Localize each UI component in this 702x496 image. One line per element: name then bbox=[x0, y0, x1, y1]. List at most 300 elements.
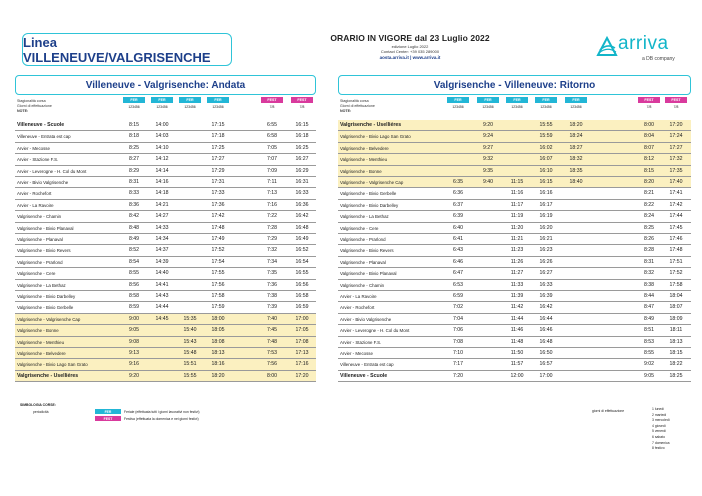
ritorno-title: Valgrisenche - Villeneuve: Ritorno bbox=[338, 75, 691, 95]
ritorno-time-cell: 7:02 bbox=[452, 304, 464, 311]
ritorno-stop-name: Valgrisenche - Prarlond bbox=[340, 237, 386, 242]
andata-time-cell: 17:08 bbox=[295, 338, 309, 345]
ritorno-notes-label: NOTE: bbox=[340, 109, 352, 113]
andata-time-cell: 14:00 bbox=[155, 122, 169, 128]
andata-time-cell: 8:42 bbox=[128, 213, 140, 220]
andata-time-cell: 17:27 bbox=[211, 156, 225, 163]
ritorno-time-cell: 16:19 bbox=[539, 213, 553, 220]
andata-time-cell: 16:58 bbox=[295, 293, 309, 299]
andata-time-cell: 16:59 bbox=[295, 304, 309, 311]
andata-time-cell: 9:00 bbox=[128, 315, 140, 322]
legend-day-item: 4 giovedì bbox=[652, 423, 666, 428]
ritorno-col-days-6: 7/8 bbox=[646, 104, 652, 109]
ritorno-time-cell: 11:33 bbox=[510, 281, 524, 288]
andata-time-cell: 8:27 bbox=[128, 156, 140, 163]
andata-time-cell: 17:29 bbox=[211, 167, 225, 174]
legend-days-list bbox=[652, 407, 670, 452]
andata-time-cell: 6:58 bbox=[266, 133, 278, 140]
andata-col-type-4: FER bbox=[207, 97, 229, 103]
andata-time-cell: 9:08 bbox=[128, 338, 140, 345]
legend-title: SIMBOLOGIA CORSE: bbox=[20, 403, 56, 407]
ritorno-stop-name: Arvier - Bivio Valgrisenche bbox=[340, 316, 392, 322]
ritorno-stop-name: Arvier - Mecosse bbox=[340, 351, 373, 356]
andata-time-cell: 7:29 bbox=[266, 236, 278, 242]
ritorno-time-cell: 11:57 bbox=[510, 361, 524, 368]
andata-row bbox=[15, 359, 316, 370]
andata-stop-name: Valgrisenche - Prarlond bbox=[17, 259, 63, 265]
andata-time-cell: 8:33 bbox=[128, 190, 140, 197]
ritorno-time-cell: 11:15 bbox=[510, 179, 524, 185]
ritorno-time-cell: 17:00 bbox=[539, 372, 553, 379]
andata-time-cell: 7:07 bbox=[266, 156, 278, 163]
legend-fer-badge: FER bbox=[95, 409, 121, 414]
ritorno-row bbox=[338, 302, 691, 313]
andata-time-cell: 17:18 bbox=[211, 133, 225, 140]
ritorno-time-cell: 8:04 bbox=[643, 133, 655, 140]
andata-time-cell: 17:15 bbox=[211, 122, 225, 128]
andata-stop-name: Valgrisenche - Bivio Darbelley bbox=[17, 294, 76, 299]
legend-periodicity: periodicità bbox=[33, 410, 49, 414]
andata-time-cell: 14:45 bbox=[155, 315, 169, 322]
ritorno-time-cell: 8:55 bbox=[643, 350, 655, 356]
ritorno-time-cell: 8:12 bbox=[643, 156, 655, 163]
ritorno-stop-name: Valgrisenche - Bivio Planaval bbox=[340, 271, 397, 277]
ritorno-time-cell: 17:44 bbox=[669, 213, 683, 220]
andata-stop-name: Arvier - Mecosse bbox=[17, 145, 50, 151]
andata-time-cell: 17:42 bbox=[211, 213, 225, 220]
legend-fer-text: Feriale (effettuata tutti i giorni lavorativi non festivi) bbox=[124, 410, 200, 414]
andata-time-cell: 18:13 bbox=[211, 350, 225, 356]
ritorno-time-cell: 17:42 bbox=[669, 201, 683, 208]
ritorno-time-cell: 6:43 bbox=[452, 247, 464, 254]
ritorno-time-cell: 9:40 bbox=[482, 179, 494, 185]
ritorno-time-cell: 8:25 bbox=[643, 224, 655, 231]
andata-time-cell: 8:18 bbox=[128, 133, 140, 140]
andata-row bbox=[15, 154, 316, 165]
andata-time-cell: 17:56 bbox=[211, 281, 225, 288]
andata-row bbox=[15, 120, 316, 131]
andata-time-cell: 7:28 bbox=[266, 224, 278, 231]
ritorno-stop-name: Valgrisenche - Bivio Lago San Grato bbox=[340, 134, 411, 140]
andata-stop-name: Valgrisenche - Chamin bbox=[17, 214, 62, 220]
ritorno-time-cell: 9:32 bbox=[482, 156, 494, 163]
andata-stop-name: Valgrisenche - Bonne bbox=[17, 328, 59, 334]
ritorno-time-cell: 8:44 bbox=[643, 293, 655, 299]
ritorno-time-cell: 16:10 bbox=[539, 167, 553, 174]
andata-time-cell: 8:56 bbox=[128, 281, 140, 288]
andata-time-cell: 18:05 bbox=[211, 327, 225, 334]
andata-row bbox=[15, 245, 316, 256]
andata-time-cell: 16:33 bbox=[295, 190, 309, 197]
ritorno-row bbox=[338, 177, 691, 188]
ritorno-stop-name: Arvier - La Ravoire bbox=[340, 294, 377, 299]
ritorno-row bbox=[338, 166, 691, 177]
andata-time-cell: 16:54 bbox=[295, 258, 309, 265]
ritorno-time-cell: 18:09 bbox=[669, 315, 683, 322]
andata-time-cell: 18:00 bbox=[211, 315, 225, 322]
arriva-logo bbox=[594, 35, 689, 65]
ritorno-time-cell: 11:27 bbox=[510, 270, 524, 277]
andata-time-cell: 8:36 bbox=[128, 201, 140, 208]
legend-day-item: 1 lunedì bbox=[652, 407, 665, 411]
contact-center: Contact Center: +39 035 289000 bbox=[380, 49, 440, 54]
andata-time-cell: 14:12 bbox=[155, 156, 169, 163]
ritorno-time-cell: 12:00 bbox=[510, 372, 524, 379]
ritorno-time-cell: 18:04 bbox=[669, 293, 683, 299]
andata-stop-name: Valgrisenche - Bivio Gerbelle bbox=[17, 305, 74, 311]
andata-row bbox=[15, 143, 316, 154]
andata-time-cell: 17:20 bbox=[295, 372, 309, 379]
andata-time-cell: 16:55 bbox=[295, 270, 309, 277]
andata-row bbox=[15, 177, 316, 188]
ritorno-time-cell: 9:24 bbox=[482, 133, 494, 140]
ritorno-time-cell: 8:22 bbox=[643, 201, 655, 208]
ritorno-stop-name: Villeneuve - Scuole bbox=[340, 372, 388, 379]
andata-row bbox=[15, 325, 316, 336]
andata-row bbox=[15, 131, 316, 142]
ritorno-stop-name: Valgrisenche - La Bethaz bbox=[340, 214, 389, 220]
ritorno-time-cell: 16:50 bbox=[539, 350, 553, 356]
andata-time-cell: 8:25 bbox=[128, 144, 140, 151]
andata-col-days-1: 123456 bbox=[128, 104, 140, 109]
ritorno-col-days-7: 7/8 bbox=[673, 104, 679, 109]
ritorno-time-cell: 9:27 bbox=[482, 144, 494, 151]
ritorno-time-cell: 11:16 bbox=[510, 190, 524, 197]
ritorno-col-days-2: 123456 bbox=[482, 104, 494, 109]
ritorno-panel bbox=[338, 75, 691, 379]
ritorno-row bbox=[338, 154, 691, 165]
website-links[interactable]: aosta.arriva.it | www.arriva.it bbox=[379, 55, 441, 60]
ritorno-time-cell: 8:53 bbox=[643, 338, 655, 345]
ritorno-time-cell: 8:38 bbox=[643, 281, 655, 288]
andata-time-cell: 16:15 bbox=[295, 122, 309, 128]
andata-time-cell: 9:05 bbox=[128, 327, 140, 334]
andata-stop-name: Valgrisenche - Menthieu bbox=[17, 339, 65, 345]
ritorno-stop-name: Valgrisenche - Chamin bbox=[340, 282, 385, 288]
ritorno-time-cell: 6:59 bbox=[452, 293, 464, 299]
ritorno-time-cell: 6:39 bbox=[452, 213, 464, 220]
andata-row bbox=[15, 268, 316, 279]
andata-time-cell: 16:49 bbox=[295, 236, 309, 242]
ritorno-days-label: Giorni di effettuazione bbox=[340, 104, 375, 108]
andata-stop-name: Valgrisenche - Cere bbox=[17, 271, 56, 277]
andata-time-cell: 9:13 bbox=[128, 350, 140, 356]
andata-stop-name: Valgrisenche - Bivio Lago San Grato bbox=[17, 362, 88, 368]
ritorno-time-cell: 7:06 bbox=[452, 327, 464, 334]
ritorno-stop-name: Valgrisenche - Planaval bbox=[340, 259, 386, 265]
legend-day-item: 3 mercoledì bbox=[652, 418, 670, 423]
andata-time-cell: 7:39 bbox=[266, 304, 278, 311]
ritorno-time-cell: 8:21 bbox=[643, 190, 655, 197]
andata-time-cell: 7:53 bbox=[266, 350, 278, 356]
ritorno-stop-name: Valgrisenche - Bivio Revers bbox=[340, 248, 394, 254]
ritorno-time-cell: 16:21 bbox=[539, 236, 553, 242]
andata-time-cell: 15:43 bbox=[183, 338, 197, 345]
andata-col-days-2: 123456 bbox=[156, 104, 168, 109]
andata-time-cell: 17:58 bbox=[211, 293, 225, 299]
andata-row bbox=[15, 280, 316, 291]
ritorno-stop-name: Arvier - Leverogne - H. Col du Mont bbox=[340, 328, 410, 334]
ritorno-stop-name: Valgrisenche - Belvedere bbox=[340, 145, 389, 151]
andata-row bbox=[15, 234, 316, 245]
ritorno-row bbox=[338, 234, 691, 245]
ritorno-time-cell: 8:20 bbox=[643, 179, 655, 185]
ritorno-time-cell: 17:32 bbox=[669, 156, 683, 163]
ritorno-time-cell: 9:02 bbox=[643, 361, 655, 368]
andata-col-type-1: FER bbox=[123, 97, 145, 103]
edition-text: edizione Luglio 2022 bbox=[391, 44, 429, 49]
andata-time-cell: 17:55 bbox=[211, 270, 225, 277]
andata-time-cell: 17:36 bbox=[211, 201, 225, 208]
andata-stop-name: Villeneuve - Scuole bbox=[17, 122, 65, 128]
andata-time-cell: 14:34 bbox=[155, 236, 169, 242]
ritorno-time-cell: 16:07 bbox=[539, 156, 553, 163]
andata-time-cell: 15:48 bbox=[183, 350, 197, 356]
ritorno-col-type-2: FER bbox=[477, 97, 499, 103]
ritorno-time-cell: 11:50 bbox=[510, 350, 524, 356]
ritorno-time-cell: 8:00 bbox=[643, 122, 655, 128]
ritorno-time-cell: 11:21 bbox=[510, 236, 524, 242]
andata-col-days-5: 7/8 bbox=[269, 104, 275, 109]
ritorno-time-cell: 16:44 bbox=[539, 315, 553, 322]
ritorno-time-cell: 17:52 bbox=[669, 270, 683, 277]
andata-time-cell: 14:18 bbox=[155, 190, 169, 197]
ritorno-time-cell: 18:07 bbox=[669, 304, 683, 311]
andata-row bbox=[15, 348, 316, 359]
ritorno-time-cell: 6:53 bbox=[452, 281, 464, 288]
ritorno-time-cell: 8:15 bbox=[643, 167, 655, 174]
legend-fest-badge: FEST bbox=[95, 416, 121, 421]
ritorno-row bbox=[338, 371, 691, 382]
ritorno-time-cell: 7:17 bbox=[452, 361, 464, 368]
andata-stop-name: Arvier - Stazione F.S. bbox=[17, 157, 59, 163]
andata-row bbox=[15, 166, 316, 177]
ritorno-time-cell: 9:20 bbox=[482, 122, 494, 128]
andata-col-days-3: 123456 bbox=[184, 104, 196, 109]
ritorno-stop-name: Arvier - Stazione F.S. bbox=[340, 339, 382, 345]
andata-time-cell: 15:40 bbox=[183, 327, 197, 334]
ritorno-time-cell: 18:20 bbox=[569, 122, 583, 128]
andata-time-cell: 8:31 bbox=[128, 179, 140, 185]
ritorno-time-cell: 17:45 bbox=[669, 224, 683, 231]
ritorno-col-type-3: FER bbox=[506, 97, 528, 103]
ritorno-row bbox=[338, 200, 691, 211]
ritorno-time-cell: 17:24 bbox=[669, 133, 683, 140]
ritorno-time-cell: 16:15 bbox=[539, 179, 553, 185]
ritorno-time-cell: 18:32 bbox=[569, 156, 583, 163]
andata-col-days-4: 123456 bbox=[212, 104, 224, 109]
andata-time-cell: 9:20 bbox=[128, 372, 140, 379]
andata-time-cell: 9:16 bbox=[128, 361, 140, 368]
ritorno-time-cell: 17:35 bbox=[669, 167, 683, 174]
ritorno-time-cell: 15:59 bbox=[539, 133, 553, 140]
andata-row bbox=[15, 257, 316, 268]
ritorno-time-cell: 16:48 bbox=[539, 338, 553, 345]
andata-season-label: Stagionalità corsa bbox=[17, 99, 46, 103]
andata-time-cell: 6:55 bbox=[266, 122, 278, 128]
ritorno-time-cell: 11:46 bbox=[510, 327, 524, 334]
andata-stop-name: Villeneuve - Entrata est cap bbox=[17, 134, 71, 140]
ritorno-time-cell: 17:40 bbox=[669, 179, 683, 185]
andata-time-cell: 7:34 bbox=[266, 258, 278, 265]
andata-time-cell: 17:05 bbox=[295, 327, 309, 334]
ritorno-stop-name: Valgrisenche - Menthieu bbox=[340, 157, 388, 163]
andata-time-cell: 7:05 bbox=[266, 144, 278, 151]
ritorno-row bbox=[338, 325, 691, 336]
ritorno-time-cell: 18:25 bbox=[669, 372, 683, 379]
andata-row bbox=[15, 337, 316, 348]
andata-time-cell: 7:13 bbox=[266, 190, 278, 197]
andata-row bbox=[15, 211, 316, 222]
andata-time-cell: 7:45 bbox=[266, 327, 278, 334]
ritorno-time-cell: 11:48 bbox=[510, 338, 524, 345]
ritorno-time-cell: 16:16 bbox=[539, 190, 553, 197]
andata-panel bbox=[15, 75, 316, 379]
andata-time-cell: 16:31 bbox=[295, 179, 309, 185]
ritorno-col-type-7: FEST bbox=[665, 97, 687, 103]
ritorno-time-cell: 7:08 bbox=[452, 338, 464, 345]
ritorno-time-cell: 9:05 bbox=[643, 372, 655, 379]
andata-col-type-3: FER bbox=[179, 97, 201, 103]
line-title: Linea VILLENEUVE/VALGRISENCHE bbox=[22, 33, 232, 66]
andata-time-cell: 16:25 bbox=[295, 144, 309, 151]
ritorno-row bbox=[338, 223, 691, 234]
ritorno-time-cell: 8:24 bbox=[643, 213, 655, 220]
andata-time-cell: 7:56 bbox=[266, 361, 278, 368]
ritorno-time-cell: 11:19 bbox=[510, 213, 524, 220]
andata-title: Villeneuve - Valgrisenche: Andata bbox=[15, 75, 316, 95]
andata-time-cell: 14:27 bbox=[155, 213, 169, 220]
ritorno-row bbox=[338, 131, 691, 142]
andata-time-cell: 7:11 bbox=[267, 179, 277, 185]
andata-days-label: Giorni di effettuazione bbox=[17, 104, 52, 108]
andata-time-cell: 16:42 bbox=[295, 213, 309, 220]
legend-fest-text: Festiva (effettuata la domenica e nei giorni festivi) bbox=[124, 417, 199, 421]
ritorno-time-cell: 6:47 bbox=[452, 270, 464, 277]
ritorno-time-cell: 9:35 bbox=[482, 167, 494, 174]
andata-stop-name: Valgrisenche - Uselliéres bbox=[17, 372, 79, 379]
legend-day-item: 2 martedì bbox=[652, 412, 667, 417]
ritorno-time-cell: 17:27 bbox=[669, 144, 683, 151]
ritorno-time-cell: 17:41 bbox=[669, 190, 683, 197]
andata-row bbox=[15, 200, 316, 211]
andata-time-cell: 16:56 bbox=[295, 281, 309, 288]
ritorno-row bbox=[338, 359, 691, 370]
ritorno-time-cell: 18:22 bbox=[669, 361, 683, 368]
andata-row bbox=[15, 314, 316, 325]
ritorno-time-cell: 6:35 bbox=[452, 179, 464, 185]
andata-time-cell: 15:51 bbox=[183, 361, 197, 368]
ritorno-time-cell: 11:20 bbox=[510, 224, 524, 231]
andata-time-cell: 17:49 bbox=[211, 236, 225, 242]
ritorno-col-type-6: FEST bbox=[638, 97, 660, 103]
andata-time-cell: 8:49 bbox=[128, 236, 140, 242]
ritorno-time-cell: 18:11 bbox=[669, 327, 683, 334]
ritorno-time-cell: 8:32 bbox=[643, 270, 655, 277]
andata-stop-name: Valgrisenche - Belvedere bbox=[17, 351, 66, 356]
ritorno-time-cell: 8:51 bbox=[643, 327, 655, 334]
andata-time-cell: 14:10 bbox=[155, 144, 169, 151]
ritorno-time-cell: 8:26 bbox=[643, 236, 655, 242]
andata-time-cell: 7:09 bbox=[266, 167, 278, 174]
ritorno-time-cell: 16:26 bbox=[539, 258, 553, 265]
ritorno-col-type-1: FER bbox=[447, 97, 469, 103]
ritorno-row bbox=[338, 188, 691, 199]
ritorno-time-cell: 16:17 bbox=[539, 201, 553, 208]
andata-time-cell: 14:16 bbox=[155, 179, 169, 185]
andata-time-cell: 7:35 bbox=[266, 270, 278, 277]
andata-time-cell: 8:55 bbox=[128, 270, 140, 277]
ritorno-stop-name: Villeneuve - Entrata est cap bbox=[340, 362, 394, 368]
andata-stop-name: Valgrisenche - Bivio Revers bbox=[17, 248, 71, 254]
ritorno-stop-name: Valgrisenche - Bonne bbox=[340, 168, 382, 174]
andata-time-cell: 7:16 bbox=[266, 201, 278, 208]
andata-time-cell: 7:32 bbox=[266, 247, 278, 254]
andata-time-cell: 17:13 bbox=[295, 350, 309, 356]
andata-time-cell: 14:03 bbox=[155, 133, 169, 140]
ritorno-row bbox=[338, 211, 691, 222]
andata-stop-name: Arvier - La Ravoire bbox=[17, 202, 54, 208]
andata-time-cell: 8:58 bbox=[128, 293, 140, 299]
ritorno-time-cell: 16:20 bbox=[539, 224, 553, 231]
andata-time-cell: 14:33 bbox=[155, 224, 169, 231]
andata-time-cell: 8:54 bbox=[128, 258, 140, 265]
ritorno-stop-name: Valgrisenche - Valgrisenche Cap bbox=[340, 180, 404, 185]
ritorno-time-cell: 8:28 bbox=[643, 247, 655, 254]
legend-day-item: 8 festivo bbox=[652, 446, 665, 451]
ritorno-time-cell: 17:48 bbox=[669, 247, 683, 254]
ritorno-time-cell: 11:23 bbox=[510, 247, 524, 254]
andata-time-cell: 8:52 bbox=[128, 247, 140, 254]
andata-time-cell: 17:00 bbox=[295, 315, 309, 322]
andata-row bbox=[15, 223, 316, 234]
ritorno-time-cell: 7:10 bbox=[452, 350, 464, 356]
andata-time-cell: 8:29 bbox=[128, 167, 140, 174]
ritorno-time-cell: 8:49 bbox=[643, 315, 655, 322]
andata-time-cell: 7:48 bbox=[266, 338, 278, 345]
ritorno-time-cell: 11:26 bbox=[510, 258, 524, 265]
andata-time-cell: 14:41 bbox=[155, 281, 169, 288]
ritorno-season-label: Stagionalità corsa bbox=[340, 99, 369, 103]
andata-stop-name: Arvier - Bivio Valgrisenche bbox=[17, 180, 69, 185]
andata-time-cell: 14:21 bbox=[155, 201, 169, 208]
andata-time-cell: 18:08 bbox=[211, 338, 225, 345]
andata-time-cell: 16:27 bbox=[295, 156, 309, 163]
andata-time-cell: 17:59 bbox=[211, 304, 225, 311]
ritorno-time-cell: 6:40 bbox=[452, 224, 464, 231]
andata-time-cell: 17:25 bbox=[211, 144, 225, 151]
ritorno-time-cell: 16:39 bbox=[539, 293, 553, 299]
andata-time-cell: 16:29 bbox=[295, 167, 309, 174]
andata-time-cell: 17:33 bbox=[211, 190, 225, 197]
ritorno-time-cell: 17:58 bbox=[669, 281, 683, 288]
andata-row bbox=[15, 302, 316, 313]
legend-day-item: 7 domenica bbox=[652, 440, 670, 445]
andata-time-cell: 8:48 bbox=[128, 224, 140, 231]
andata-time-cell: 16:36 bbox=[295, 201, 309, 208]
andata-stop-name: Valgrisenche - Valgrisenche Cap bbox=[17, 316, 81, 322]
andata-row bbox=[15, 188, 316, 199]
andata-time-cell: 8:00 bbox=[266, 372, 278, 379]
ritorno-time-cell: 15:55 bbox=[539, 122, 553, 128]
andata-time-cell: 14:14 bbox=[155, 167, 169, 174]
andata-col-days-6: 7/8 bbox=[299, 104, 305, 109]
ritorno-time-cell: 16:42 bbox=[539, 304, 553, 311]
ritorno-time-cell: 16:02 bbox=[539, 144, 553, 151]
schedule-header bbox=[320, 33, 500, 60]
ritorno-time-cell: 17:51 bbox=[669, 258, 683, 265]
logo-subtitle: a DB company bbox=[642, 56, 675, 62]
